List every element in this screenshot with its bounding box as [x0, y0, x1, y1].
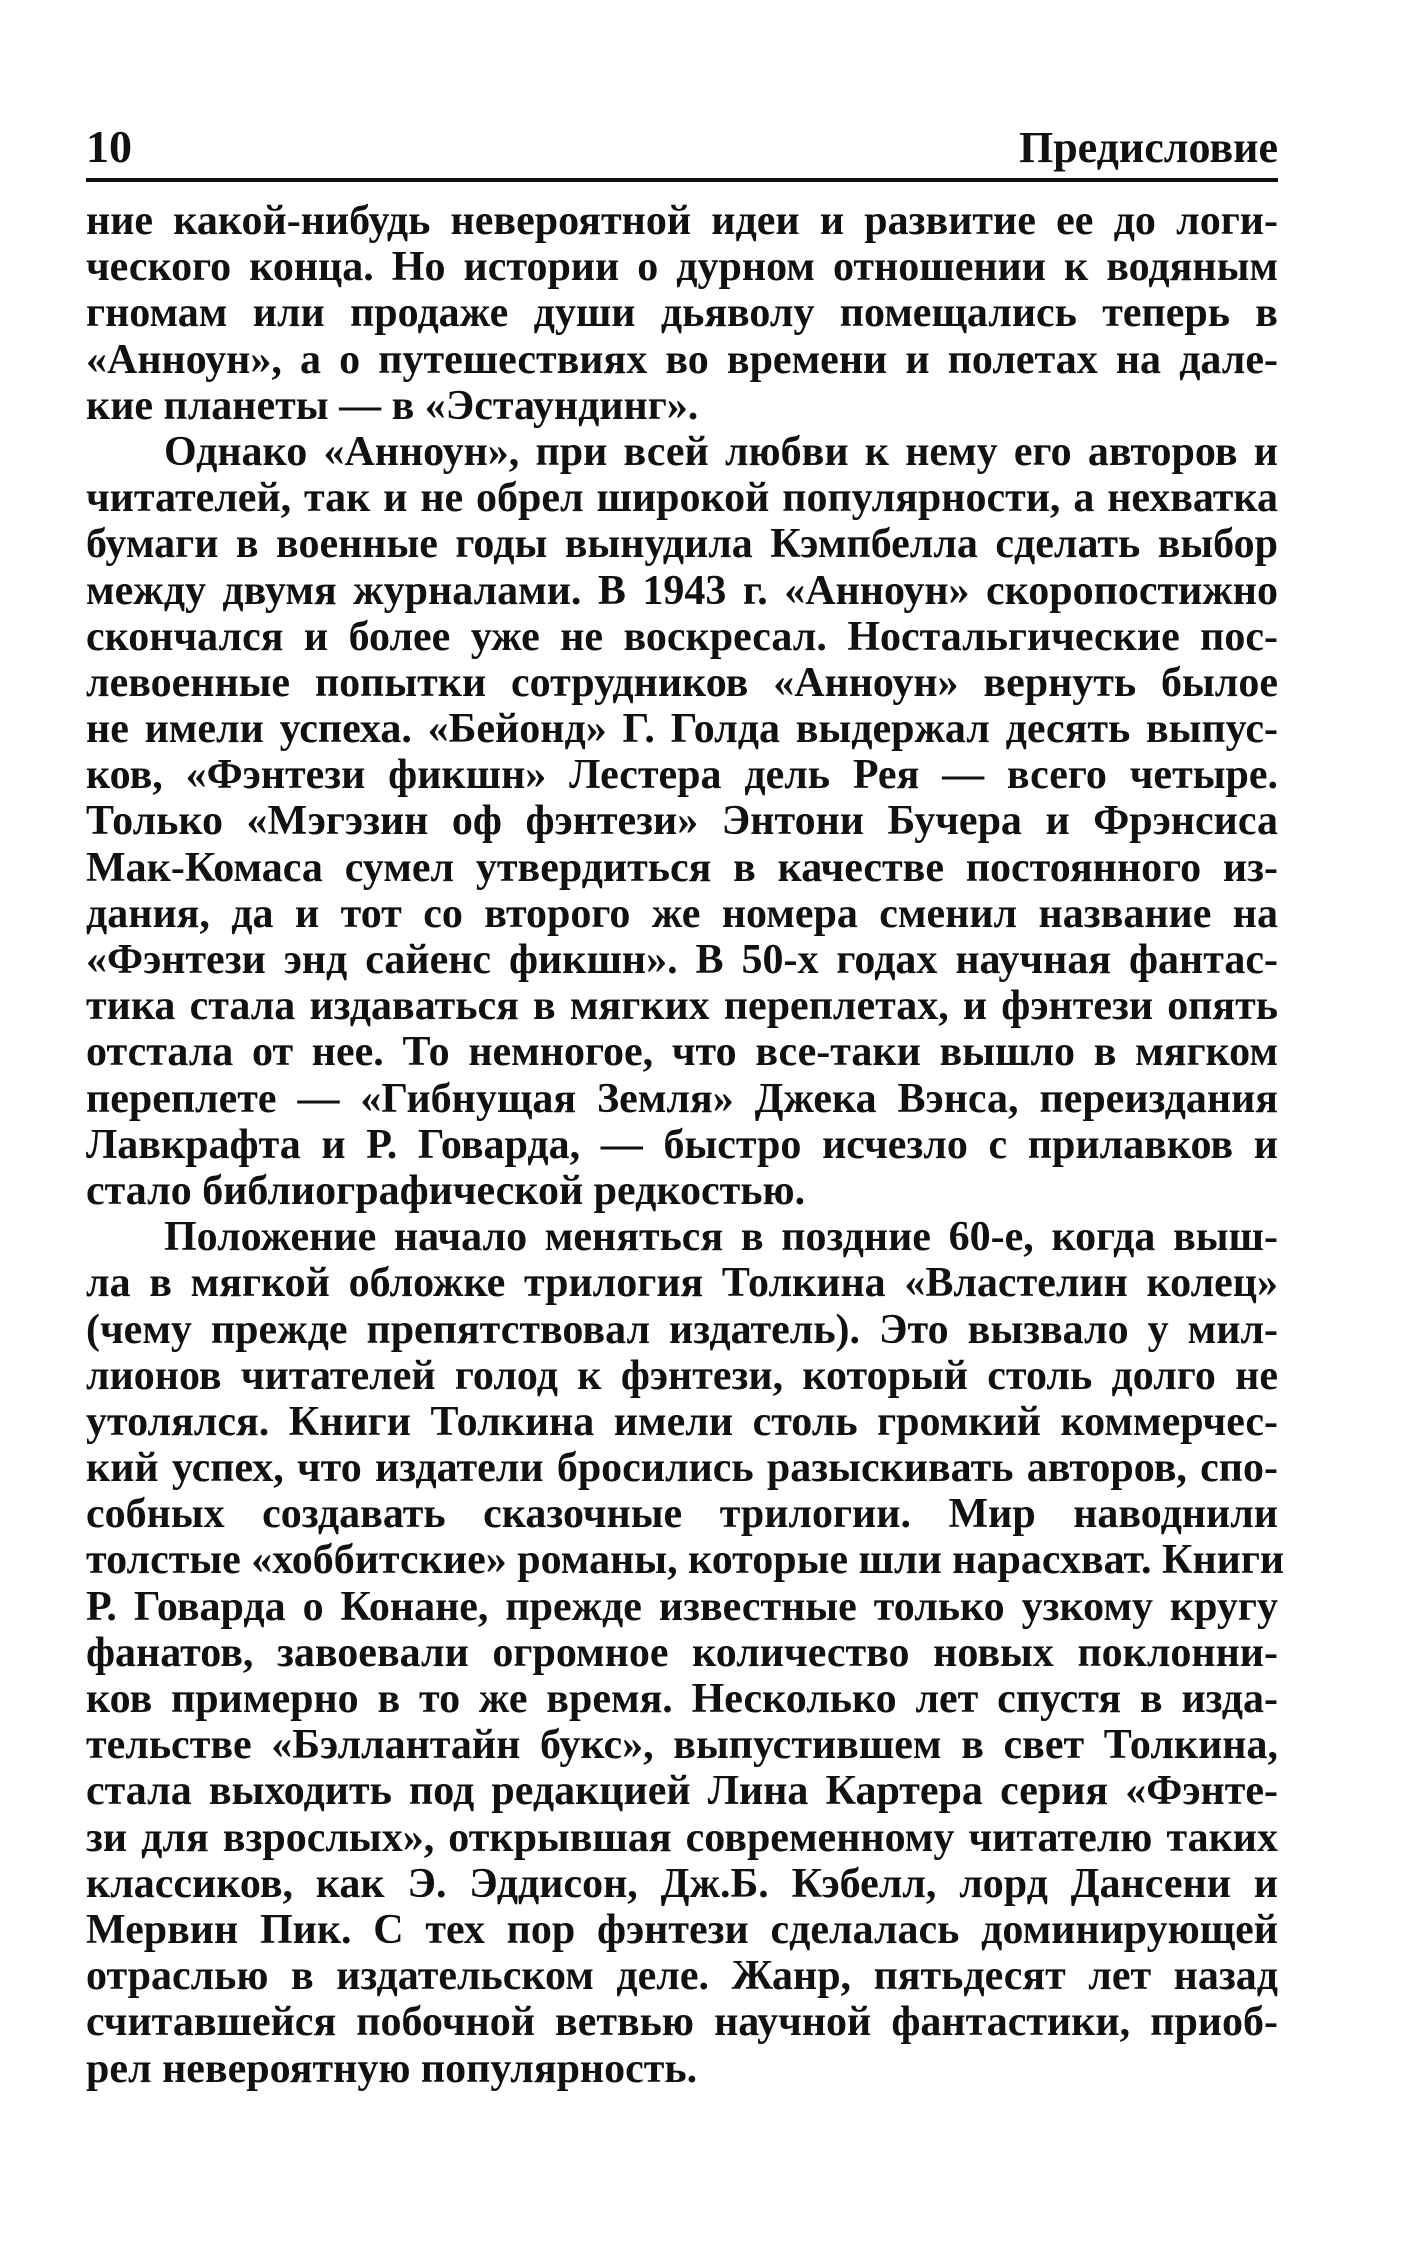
text-line: читателей, так и не обрел широкой популярности, а нехватка	[86, 475, 1278, 522]
text-line: «Анноун», а о путешествиях во времени и полетах на дале-	[86, 336, 1278, 383]
text-line: Мак-Комаса сумел утвердиться в качестве постоянного из-	[86, 844, 1278, 891]
text-line: гномам или продаже души дьяволу помещались теперь в	[86, 290, 1278, 337]
text-line: рел невероятную популярность.	[86, 2045, 698, 2092]
text-line: ние какой-нибудь невероятной идеи и развитие ее до логи-	[86, 198, 1278, 244]
text-line: Лавкрафта и Р. Говарда, — быстро исчезло с прилавков и	[86, 1121, 1278, 1168]
text-line: отстала от нее. То немногое, что все-таки вышло в мягком	[86, 1029, 1278, 1076]
text-line: тика стала издаваться в мягких переплетах, и фэнтези опять	[86, 983, 1278, 1030]
running-head: Предисловие	[1018, 123, 1278, 172]
text-line: Положение начало меняться в поздние 60-е, когда выш-	[164, 1214, 1278, 1261]
body-text	[86, 198, 1285, 2092]
text-line: между двумя журналами. В 1943 г. «Анноун» скоропостижно	[86, 567, 1278, 614]
text-line: (чему прежде препятствовал издатель). Это вызвало у мил-	[86, 1306, 1278, 1353]
text-line: Однако «Анноун», при всей любви к нему его авторов и	[164, 428, 1278, 475]
text-line: кий успех, что издатели бросились разыскивать авторов, спо-	[86, 1445, 1278, 1492]
text-line: лионов читателей голод к фэнтези, который столь долго не	[86, 1352, 1278, 1399]
text-line: скончался и более уже не воскресал. Ностальгические пос-	[86, 613, 1278, 660]
text-line: левоенные попытки сотрудников «Анноун» вернуть былое	[86, 659, 1278, 706]
text-line: Только «Мэгэзин оф фэнтези» Энтони Бучера и Фрэнсиса	[86, 798, 1278, 845]
text-line: фанатов, завоевали огромное количество новых поклонни-	[86, 1629, 1278, 1676]
text-line: «Фэнтези энд сайенс фикшн». В 50-х годах научная фантас-	[86, 937, 1278, 983]
text-line: дания, да и тот со второго же номера сменил название на	[86, 890, 1278, 937]
paragraph	[86, 429, 1278, 1214]
text-line: не имели успеха. «Бейонд» Г. Голда выдержал десять выпус-	[86, 706, 1278, 753]
text-line: ков примерно в то же время. Несколько лет спустя в изда-	[86, 1676, 1278, 1722]
text-line: стало библиографической редкостью.	[86, 1167, 806, 1214]
text-line: собных создавать сказочные трилогии. Мир наводнили	[86, 1491, 1278, 1538]
book-page	[86, 118, 1285, 2092]
text-line: Мервин Пик. С тех пор фэнтези сделалась доминирующей	[86, 1906, 1278, 1953]
text-line: стала выходить под редакцией Лина Картера серия «Фэнте-	[86, 1768, 1278, 1815]
text-line: толстые «хоббитские» романы, которые шли нарасхват. Книги	[86, 1537, 1285, 1584]
text-line: утолялся. Книги Толкина имели столь громкий коммерчес-	[86, 1398, 1278, 1445]
text-line: ков, «Фэнтези фикшн» Лестера дель Рея — всего четыре.	[86, 752, 1278, 799]
text-line: классиков, как Э. Эддисон, Дж.Б. Кэбелл, лорд Дансени и	[86, 1860, 1278, 1907]
text-line: отраслью в издательском деле. Жанр, пятьдесят лет назад	[86, 1953, 1278, 2000]
paragraph	[86, 198, 1278, 429]
text-line: Р. Говарда о Конане, прежде известные только узкому кругу	[86, 1583, 1278, 1630]
text-line: тельстве «Бэллантайн букс», выпустившем в свет Толкина,	[86, 1722, 1278, 1769]
text-line: бумаги в военные годы вынудила Кэмпбелла сделать выбор	[86, 521, 1278, 568]
text-line: зи для взрослых», открывшая современному читателю таких	[86, 1814, 1278, 1861]
page-header	[86, 118, 1278, 182]
text-line: кие планеты — в «Эстаундинг».	[86, 382, 699, 429]
text-line: переплете — «Гибнущая Земля» Джека Вэнса, переиздания	[86, 1075, 1278, 1122]
text-line: считавшейся побочной ветвью научной фантастики, приоб-	[86, 1999, 1278, 2046]
page-number: 10	[86, 121, 132, 172]
paragraph	[86, 1214, 1285, 2092]
text-line: ческого конца. Но истории о дурном отношении к водяным	[86, 244, 1278, 291]
text-line: ла в мягкой обложке трилогия Толкина «Властелин колец»	[86, 1260, 1278, 1307]
